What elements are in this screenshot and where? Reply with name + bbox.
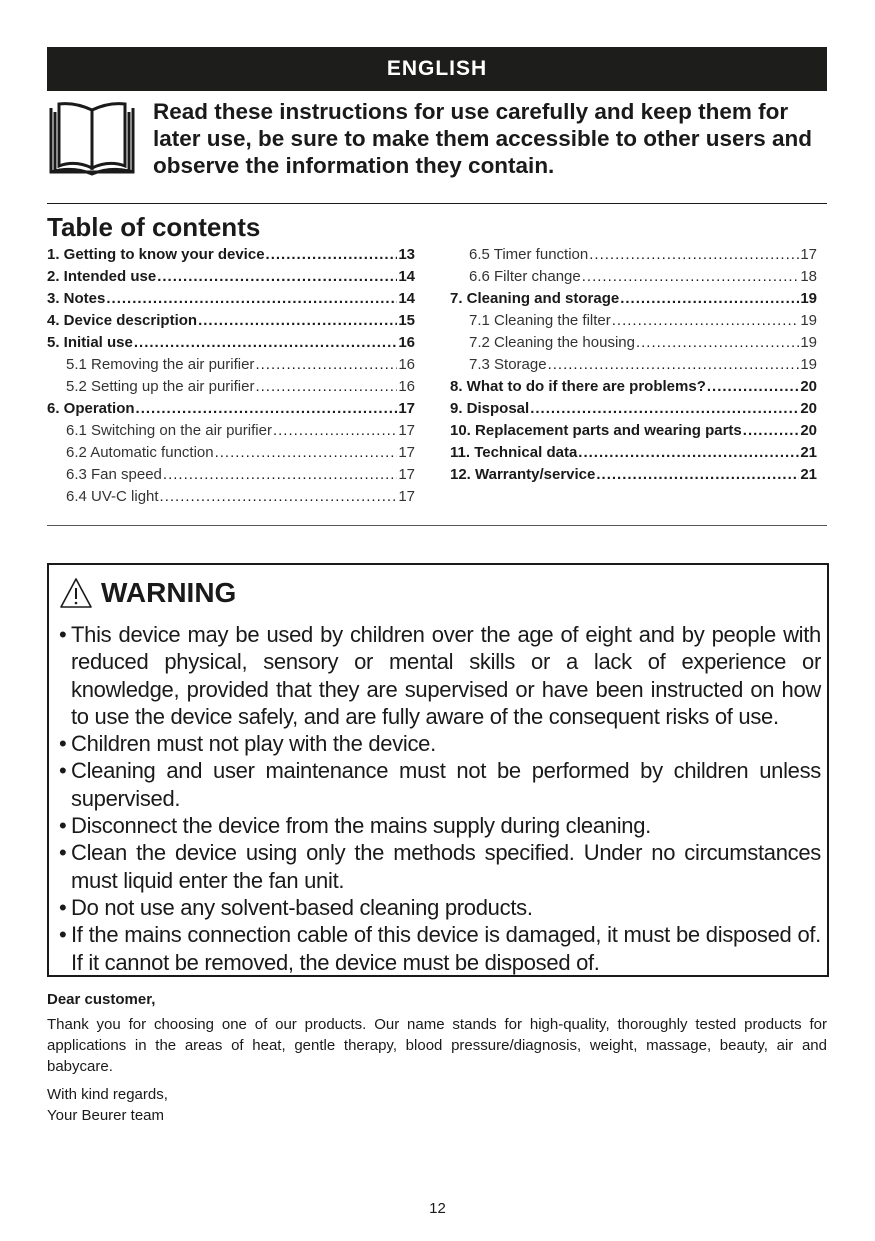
warning-header (59, 577, 236, 609)
divider-bottom (47, 525, 827, 526)
toc-entry-page: 14 (398, 290, 415, 307)
toc-entry-page: 15 (398, 312, 415, 329)
bullet-icon: • (59, 840, 67, 866)
warning-item (59, 812, 821, 839)
toc-entry-page: 17 (398, 422, 415, 439)
toc-entry-label: 6.1 Switching on the air purifier (66, 422, 272, 439)
toc-entry-label: 6. Operation (47, 400, 135, 417)
toc-entry-page: 16 (398, 378, 415, 395)
bullet-icon: • (59, 813, 67, 839)
toc-entry (47, 464, 415, 486)
warning-item-text: Do not use any solvent-based cleaning products. (71, 894, 533, 920)
toc-leader-dots (589, 244, 799, 266)
intro-section (47, 98, 827, 188)
toc-leader-dots (548, 354, 800, 376)
toc-leader-dots (582, 266, 800, 288)
warning-triangle-icon (59, 577, 93, 609)
toc-entry-page: 18 (800, 268, 817, 285)
toc-entry (450, 354, 817, 376)
toc-entry-page: 17 (398, 488, 415, 505)
toc-entry-page: 20 (800, 378, 817, 395)
toc-entry (450, 442, 817, 464)
toc-entry-page: 17 (398, 466, 415, 483)
toc-entry-page: 17 (800, 246, 817, 263)
toc-leader-dots (578, 442, 799, 464)
warning-item (59, 621, 821, 730)
toc-leader-dots (743, 420, 800, 442)
toc-entry-page: 14 (398, 268, 415, 285)
toc-leader-dots (266, 244, 398, 266)
toc-entry-label: 9. Disposal (450, 400, 530, 417)
warning-item-text: If the mains connection cable of this device is damaged, it must be disposed of. If it cannot be removed, the device must be disposed of. (71, 922, 821, 975)
toc-entry-page: 19 (800, 290, 817, 307)
bullet-icon: • (59, 922, 67, 948)
toc-entry-label: 8. What to do if there are problems? (450, 378, 706, 395)
warning-item-text: Clean the device using only the methods specified. Under no circumstances must liquid enter the fan unit. (71, 840, 821, 893)
toc-leader-dots (215, 442, 398, 464)
toc-leader-dots (636, 332, 799, 354)
toc-entry (47, 310, 415, 332)
warning-item-text: Disconnect the device from the mains supply during cleaning. (71, 813, 651, 839)
toc-entry-page: 16 (398, 334, 415, 351)
toc-leader-dots (707, 376, 799, 398)
warning-item-text: Cleaning and user maintenance must not be performed by children unless supervised. (71, 758, 821, 811)
toc-entry (47, 244, 415, 266)
toc-entry (47, 288, 415, 310)
toc-entry-label: 6.5 Timer function (469, 246, 589, 263)
bullet-icon: • (59, 731, 67, 757)
toc-leader-dots (160, 486, 398, 508)
closing (47, 1084, 168, 1126)
toc-entry-label: 6.3 Fan speed (66, 466, 162, 483)
toc-leader-dots (106, 288, 397, 310)
warning-item (59, 730, 821, 757)
toc-entry-page: 17 (398, 400, 415, 417)
toc-entry (47, 420, 415, 442)
toc-entry-page: 20 (800, 422, 817, 439)
warning-item (59, 921, 821, 976)
page-number: 12 (429, 1200, 446, 1217)
warning-item-text: This device may be used by children over the age of eight and by people with reduced physical, sensory or mental skills or a lack of experience or knowledge, provided that they are supervised or have been instructed on how to use the device safely, and are fully aware of the consequent risks of use. (71, 622, 821, 729)
greeting: Dear customer, (47, 991, 156, 1008)
toc-entry (450, 376, 817, 398)
warning-item (59, 839, 821, 894)
toc-title: Table of contents (47, 212, 261, 242)
toc-entry-label: 5. Initial use (47, 334, 133, 351)
toc-leader-dots (136, 398, 398, 420)
toc-entry (47, 376, 415, 398)
warning-item-text: Children must not play with the device. (71, 731, 436, 757)
toc-entry-page: 21 (800, 444, 817, 461)
warning-list (59, 621, 821, 976)
toc-entry-label: 6.2 Automatic function (66, 444, 214, 461)
toc-leader-dots (273, 420, 397, 442)
toc-entry-page: 13 (398, 246, 415, 263)
toc-entry-label: 7.1 Cleaning the filter (469, 312, 611, 329)
toc-leader-dots (596, 464, 799, 486)
toc-leader-dots (612, 310, 800, 332)
warning-item (59, 894, 821, 921)
open-book-icon (47, 100, 137, 180)
toc-entry (47, 332, 415, 354)
toc-entry-label: 7.3 Storage (469, 356, 547, 373)
toc-leader-dots (157, 266, 397, 288)
toc-entry-page: 19 (800, 334, 817, 351)
toc-entry-page: 16 (398, 356, 415, 373)
toc-leader-dots (255, 376, 397, 398)
toc-entry (450, 244, 817, 266)
toc-entry (47, 354, 415, 376)
bullet-icon: • (59, 894, 67, 920)
toc-entry-label: 7. Cleaning and storage (450, 290, 620, 307)
toc-column-left (47, 244, 415, 508)
toc-entry-label: 5.2 Setting up the air purifier (66, 378, 255, 395)
toc-leader-dots (134, 332, 397, 354)
toc-entry-label: 10. Replacement parts and wearing parts (450, 422, 742, 439)
toc-entry-page: 17 (398, 444, 415, 461)
toc-entry (450, 310, 817, 332)
toc-entry-label: 12. Warranty/service (450, 466, 596, 483)
bullet-icon: • (59, 622, 67, 647)
toc-entry (47, 266, 415, 288)
toc-entry-label: 2. Intended use (47, 268, 157, 285)
toc-entry (450, 332, 817, 354)
toc-entry-label: 1. Getting to know your device (47, 246, 265, 263)
language-header: ENGLISH (47, 47, 827, 91)
toc-entry (450, 420, 817, 442)
bullet-icon: • (59, 758, 67, 784)
toc-entry (47, 442, 415, 464)
toc-entry-label: 5.1 Removing the air purifier (66, 356, 255, 373)
toc-entry-page: 20 (800, 400, 817, 417)
toc-entry-label: 6.6 Filter change (469, 268, 581, 285)
toc-entry-label: 6.4 UV-C light (66, 488, 159, 505)
toc-entry (47, 398, 415, 420)
toc-column-right (450, 244, 817, 486)
toc-entry (450, 288, 817, 310)
toc-entry (450, 398, 817, 420)
divider-top (47, 203, 827, 204)
closing-line-1: With kind regards, (47, 1086, 168, 1103)
thanks-paragraph: Thank you for choosing one of our products. Our name stands for high-quality, thoroughly tested products for applications in the areas of heat, gentle therapy, blood pressure/diagnosis, weight, massage, beauty, air and babycare. (47, 1016, 827, 1075)
toc-entry (450, 464, 817, 486)
toc-leader-dots (255, 354, 397, 376)
toc-leader-dots (620, 288, 799, 310)
toc-leader-dots (530, 398, 799, 420)
warning-title: WARNING (101, 577, 237, 608)
toc-entry (450, 266, 817, 288)
warning-item (59, 757, 821, 812)
closing-line-2: Your Beurer team (47, 1107, 165, 1124)
intro-text: Read these instructions for use carefully and keep them for later use, be sure to make them accessible to other users and observe the information they contain. (153, 99, 813, 178)
toc-entry-label: 7.2 Cleaning the housing (469, 334, 635, 351)
toc-entry-page: 21 (800, 466, 817, 483)
warning-box (47, 563, 829, 977)
toc-entry-label: 11. Technical data (450, 444, 578, 461)
toc-leader-dots (163, 464, 397, 486)
toc-entry (47, 486, 415, 508)
toc-entry-page: 19 (800, 356, 817, 373)
toc-leader-dots (198, 310, 397, 332)
toc-entry-label: 3. Notes (47, 290, 106, 307)
toc-entry-label: 4. Device description (47, 312, 198, 329)
toc-entry-page: 19 (800, 312, 817, 329)
